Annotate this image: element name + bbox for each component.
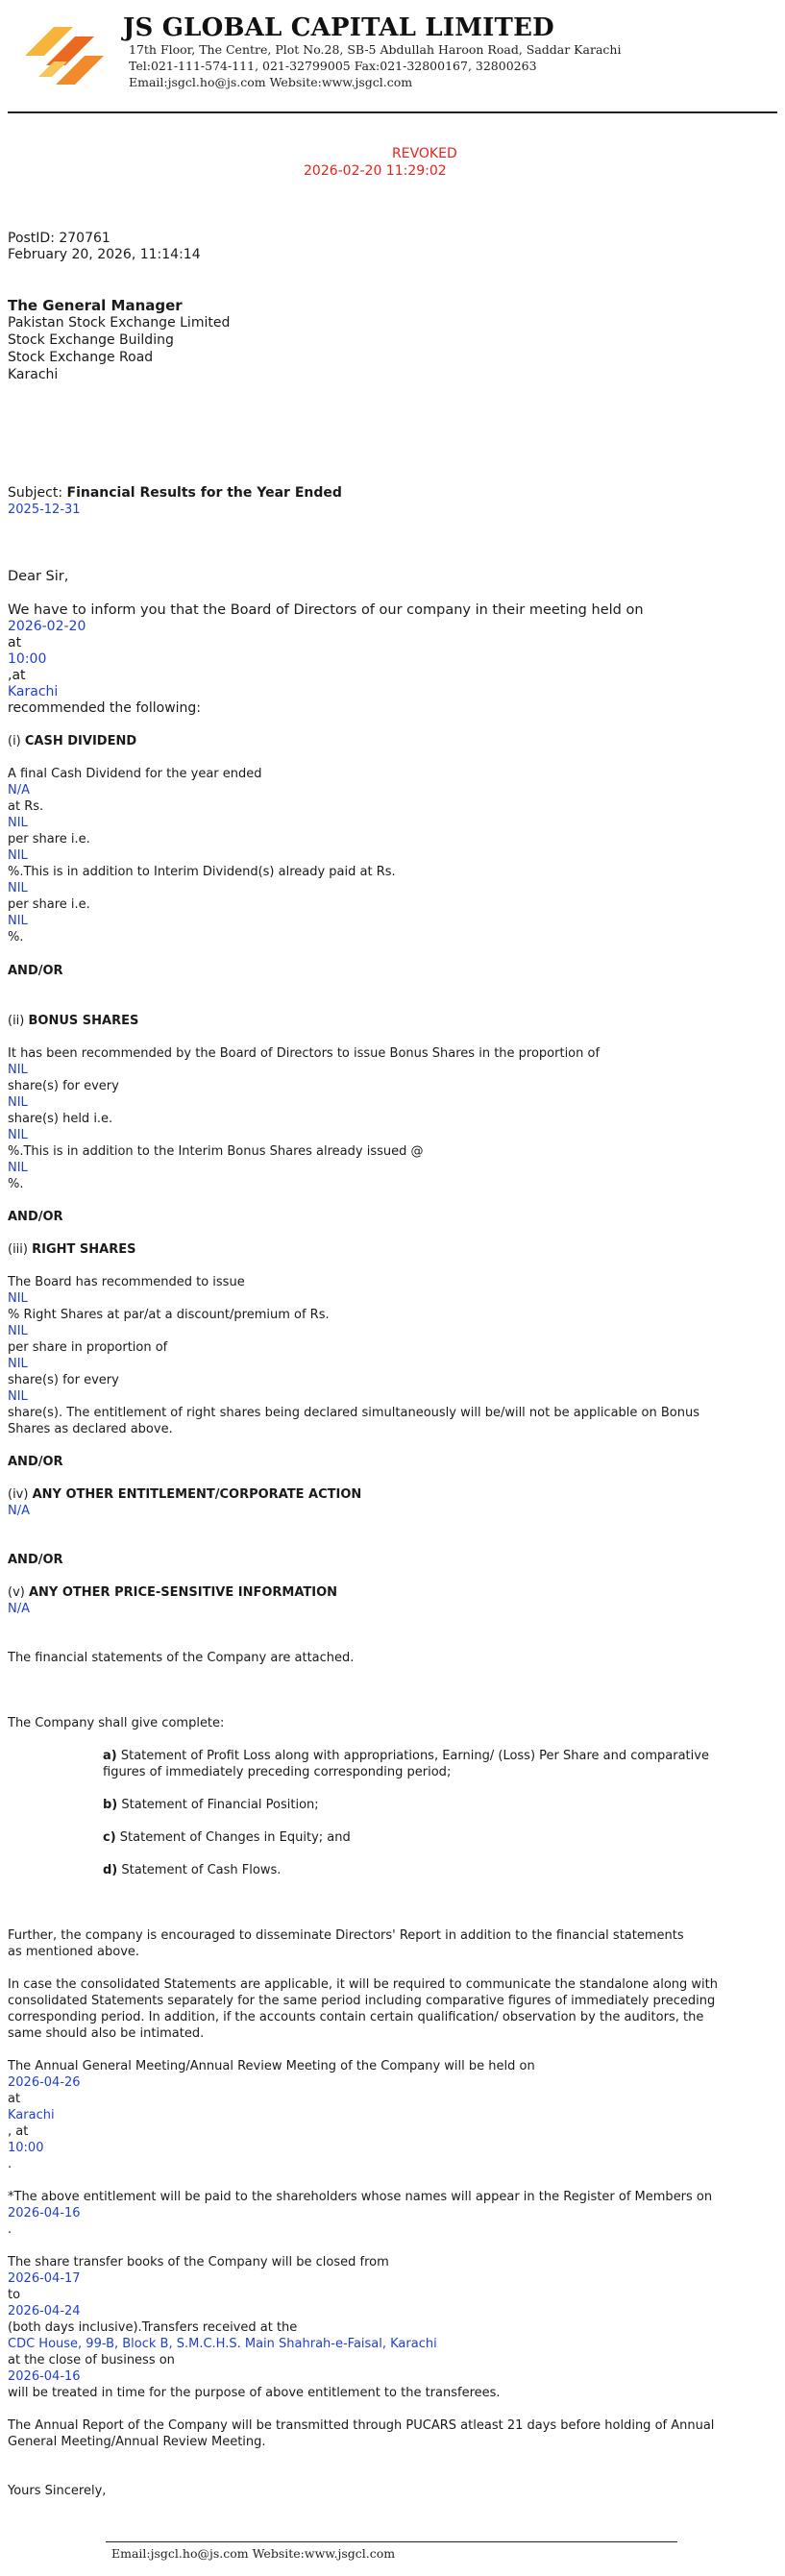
intro-text: We have to inform you that the Board of Directors of our company in their meeting held on: [8, 602, 644, 618]
cash-value3: NIL: [8, 848, 28, 863]
statement-item-a-cont: figures of immediately preceding corresponding period;: [103, 1765, 452, 1779]
recipient-line2: Stock Exchange Building: [8, 332, 174, 348]
agm-at-time: , at: [8, 2124, 29, 2139]
statement-item-text: Statement of Profit Loss along with appropriations, Earning/ (Loss) Per Share and comparative: [120, 1749, 709, 1763]
entitlement-date: 2026-04-16: [8, 2206, 81, 2220]
closure-line2: (both days inclusive).Transfers received at the: [8, 2320, 298, 2335]
statement-item-letter: c): [103, 1830, 116, 1845]
bonus-line5: %.: [8, 1177, 24, 1191]
bonus-line2: share(s) for every: [8, 1079, 119, 1093]
closure-address: CDC House, 99-B, Block B, S.M.C.H.S. Main Shahrah-e-Faisal, Karachi: [8, 2337, 437, 2351]
andor-3: AND/OR: [8, 1455, 63, 1469]
post-date: February 20, 2026, 11:14:14: [8, 247, 201, 262]
right-value3: NIL: [8, 1357, 28, 1371]
recommended-text: recommended the following:: [8, 700, 202, 716]
intro-at: at: [8, 635, 22, 650]
header-rule: [8, 111, 777, 113]
other-price-value: N/A: [8, 1602, 30, 1616]
meeting-place: Karachi: [8, 684, 59, 699]
right-prefix: (iii): [8, 1242, 33, 1257]
company-address: 17th Floor, The Centre, Plot No.28, SB-5 Abdullah Haroon Road, Saddar Karachi: [129, 42, 622, 57]
cash-line1: A final Cash Dividend for the year ended: [8, 767, 262, 781]
cash-heading-text: CASH DIVIDEND: [24, 734, 137, 748]
right-line2: % Right Shares at par/at a discount/premium of Rs.: [8, 1308, 330, 1322]
cash-value1: N/A: [8, 783, 30, 797]
right-heading: [8, 1241, 135, 1258]
recipient-title: The General Manager: [8, 297, 183, 314]
meeting-time: 10:00: [8, 651, 47, 667]
statement-item-text: Statement of Changes in Equity; and: [119, 1830, 351, 1845]
entitlement-end: .: [8, 2222, 12, 2237]
company-name: JS GLOBAL CAPITAL LIMITED: [123, 13, 554, 42]
statement-item-d: [103, 1862, 737, 1878]
subject-label: Subject:: [8, 485, 63, 501]
status-datetime: 2026-02-20 11:29:02: [304, 163, 447, 179]
andor-1: AND/OR: [8, 964, 63, 978]
closure-date: 2026-04-16: [8, 2369, 81, 2384]
other-price-heading: [8, 1584, 337, 1601]
other-entitlement-heading-text: ANY OTHER ENTITLEMENT/CORPORATE ACTION: [32, 1487, 362, 1502]
statement-item-letter: b): [103, 1798, 118, 1812]
statement-item-a: [103, 1748, 737, 1764]
cash-line5: per share i.e.: [8, 897, 90, 912]
closure-line4: will be treated in time for the purpose of above entitlement to the transferees.: [8, 2386, 501, 2400]
post-id: PostID: 270761: [8, 231, 110, 246]
other-entitlement-value: N/A: [8, 1504, 30, 1518]
cash-heading: [8, 733, 136, 749]
company-phone: Tel:021-111-574-111, 021-32799005 Fax:021-32800167, 32800263: [129, 59, 537, 73]
bonus-heading-text: BONUS SHARES: [28, 1014, 139, 1028]
salutation: Dear Sir,: [8, 569, 69, 584]
company-logo: [25, 15, 104, 94]
cash-line6: %.: [8, 930, 24, 945]
statement-item-letter: a): [103, 1749, 117, 1763]
right-line3: per share in proportion of: [8, 1340, 168, 1355]
andor-2: AND/OR: [8, 1210, 63, 1224]
recipient-line3: Stock Exchange Road: [8, 350, 154, 365]
statement-item-text: Statement of Financial Position;: [121, 1798, 319, 1812]
bonus-line4: %.This is in addition to the Interim Bonus Shares already issued @: [8, 1144, 424, 1159]
statement-item-c: [103, 1829, 737, 1846]
cash-line4: %.This is in addition to Interim Dividend(s) already paid at Rs.: [8, 865, 396, 879]
closing: Yours Sincerely,: [8, 2484, 107, 2498]
agm-date: 2026-04-26: [8, 2075, 81, 2090]
cash-value2: NIL: [8, 816, 28, 830]
consolidated-line3: corresponding period. In addition, if the accounts contain certain qualification/ observation by the auditors, the: [8, 2010, 704, 2024]
cash-line2: at Rs.: [8, 799, 44, 814]
right-line4: share(s) for every: [8, 1373, 119, 1387]
cash-line3: per share i.e.: [8, 832, 90, 846]
bonus-line1: It has been recommended by the Board of Directors to issue Bonus Shares in the proportion of: [8, 1046, 601, 1061]
footer-rule: [106, 2541, 677, 2542]
statement-item-b: [103, 1797, 737, 1813]
agm-place: Karachi: [8, 2108, 55, 2122]
other-entitlement-prefix: (iv): [8, 1487, 33, 1502]
agm-at: at: [8, 2092, 21, 2106]
subject-line: [8, 485, 342, 502]
further-line2: as mentioned above.: [8, 1945, 140, 1959]
consolidated-line1: In case the consolidated Statements are applicable, it will be required to communicate the standalone along with: [8, 1977, 718, 1992]
bonus-value4: NIL: [8, 1161, 28, 1175]
cash-value4: NIL: [8, 881, 28, 895]
consolidated-line2: consolidated Statements separately for the same period including comparative figures of immediately preceding: [8, 1994, 716, 2008]
right-line6: Shares as declared above.: [8, 1422, 173, 1436]
intro-at-place: ,at: [8, 668, 26, 683]
closure-line1: The share transfer books of the Company will be closed from: [8, 2255, 389, 2269]
bonus-value3: NIL: [8, 1128, 28, 1142]
subject-text: Financial Results for the Year Ended: [66, 485, 342, 501]
other-price-prefix: (v): [8, 1585, 29, 1600]
closure-line3: at the close of business on: [8, 2353, 175, 2367]
andor-4: AND/OR: [8, 1553, 63, 1567]
entitlement-note: *The above entitlement will be paid to the shareholders whose names will appear in the Register of Members on: [8, 2190, 713, 2204]
agm-time: 10:00: [8, 2141, 44, 2155]
annual-report-line2: General Meeting/Annual Review Meeting.: [8, 2435, 266, 2449]
further-line1: Further, the company is encouraged to disseminate Directors' Report in addition to the financial statements: [8, 1928, 684, 1943]
bonus-value1: NIL: [8, 1063, 28, 1077]
agm-end: .: [8, 2157, 12, 2171]
bonus-heading: [8, 1013, 138, 1029]
statement-item-letter: d): [103, 1863, 118, 1877]
bonus-prefix: (ii): [8, 1014, 29, 1028]
subject-date: 2025-12-31: [8, 503, 81, 517]
recipient-line4: Karachi: [8, 367, 59, 382]
other-price-heading-text: ANY OTHER PRICE-SENSITIVE INFORMATION: [28, 1585, 338, 1600]
footer-email: Email:jsgcl.ho@js.com Website:www.jsgcl.com: [111, 2546, 396, 2561]
recipient-line1: Pakistan Stock Exchange Limited: [8, 315, 231, 331]
right-line1: The Board has recommended to issue: [8, 1275, 245, 1289]
closure-to-label: to: [8, 2288, 21, 2302]
right-value1: NIL: [8, 1291, 28, 1306]
right-value4: NIL: [8, 1389, 28, 1404]
status-label: REVOKED: [392, 146, 457, 161]
right-line5: share(s). The entitlement of right shares being declared simultaneously will be/will not be applicable on Bonus: [8, 1406, 699, 1420]
agm-line: The Annual General Meeting/Annual Review Meeting of the Company will be held on: [8, 2059, 535, 2073]
bonus-line3: share(s) held i.e.: [8, 1112, 113, 1126]
cash-value5: NIL: [8, 914, 28, 928]
consolidated-line4: same should also be intimated.: [8, 2026, 205, 2041]
cash-prefix: (i): [8, 734, 25, 748]
statement-item-text: Statement of Cash Flows.: [121, 1863, 282, 1877]
other-entitlement-heading: [8, 1486, 361, 1503]
bonus-value2: NIL: [8, 1095, 28, 1110]
closure-to: 2026-04-24: [8, 2304, 81, 2318]
statements-attached: The financial statements of the Company are attached.: [8, 1651, 355, 1665]
annual-report-line1: The Annual Report of the Company will be transmitted through PUCARS atleast 21 days before holding of Annual: [8, 2418, 715, 2433]
right-value2: NIL: [8, 1324, 28, 1338]
closure-from: 2026-04-17: [8, 2271, 81, 2286]
statements-complete: The Company shall give complete:: [8, 1716, 225, 1730]
meeting-date: 2026-02-20: [8, 619, 86, 634]
company-email: Email:jsgcl.ho@js.com Website:www.jsgcl.com: [129, 75, 413, 89]
right-heading-text: RIGHT SHARES: [32, 1242, 136, 1257]
